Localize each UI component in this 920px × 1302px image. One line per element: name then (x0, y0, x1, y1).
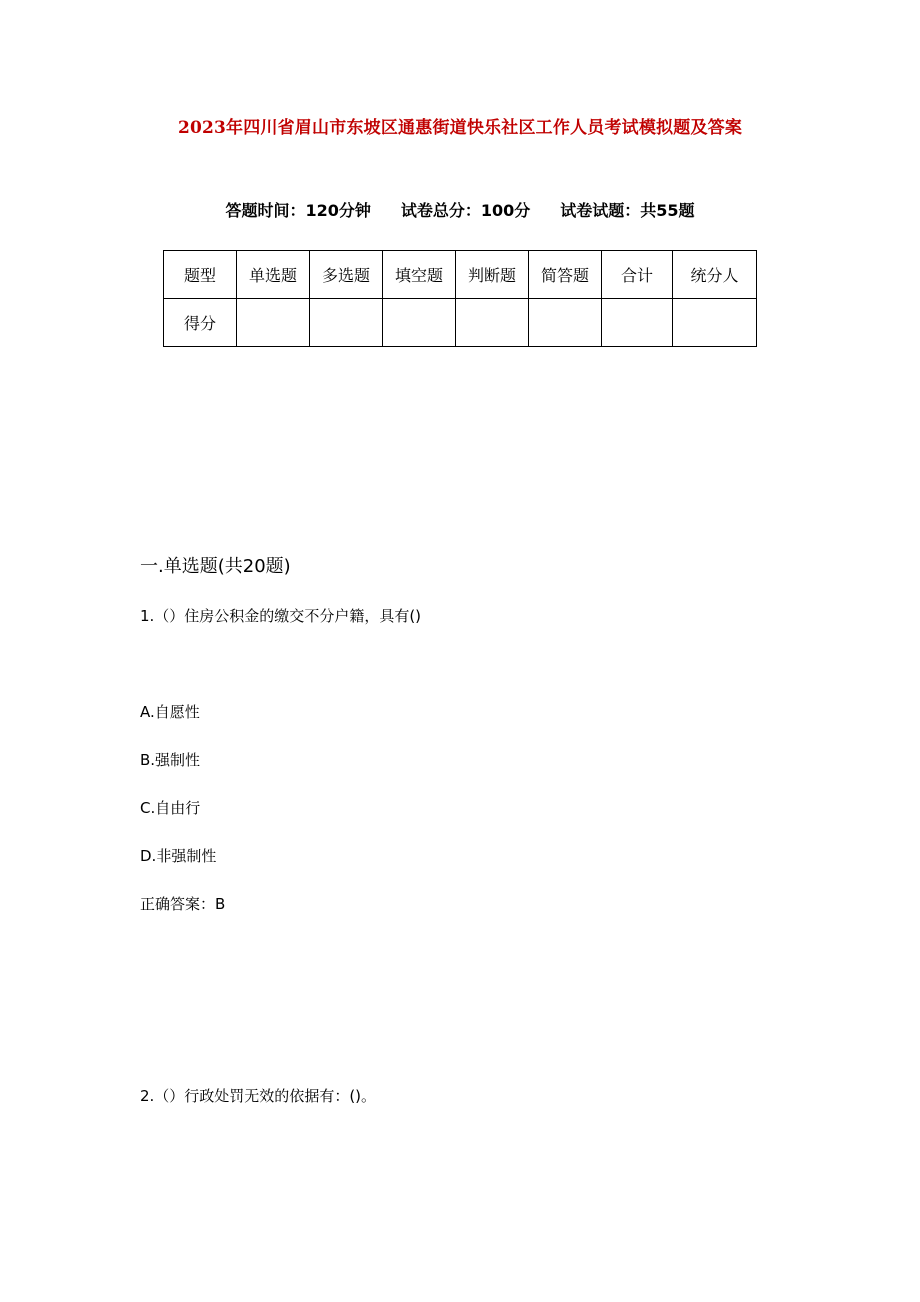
score-table-header: 题型 (164, 251, 237, 299)
question-2-stem: 2.（）行政处罚无效的依据有：()。 (140, 1087, 377, 1105)
score-table-header: 简答题 (529, 251, 602, 299)
exam-time: 答题时间：120分钟 (225, 201, 371, 220)
score-cell (602, 299, 673, 347)
score-cell (456, 299, 529, 347)
question-1-answer: 正确答案：B (140, 895, 226, 913)
score-cell (310, 299, 383, 347)
score-table-header: 单选题 (237, 251, 310, 299)
question-1-stem: 1.（）住房公积金的缴交不分户籍，具有() (140, 607, 422, 625)
question-1-option-b: B.强制性 (140, 751, 201, 769)
page-title: 2023年四川省眉山市东坡区通惠街道快乐社区工作人员考试模拟题及答案 (177, 118, 743, 138)
score-cell (237, 299, 310, 347)
score-table-header-row (164, 251, 757, 299)
exam-meta (0, 198, 920, 221)
score-row-label: 得分 (164, 299, 237, 347)
score-table-header: 判断题 (456, 251, 529, 299)
score-table-header: 多选题 (310, 251, 383, 299)
exam-question-count: 试卷试题：共55题 (560, 201, 695, 220)
question-1-option-d: D.非强制性 (140, 847, 217, 865)
score-cell (673, 299, 757, 347)
score-table-header: 填空题 (383, 251, 456, 299)
score-cell (529, 299, 602, 347)
score-table-score-row (164, 299, 757, 347)
score-table (163, 250, 757, 347)
section-heading: 一.单选题(共20题) (140, 556, 291, 577)
question-1-option-a: A.自愿性 (140, 703, 200, 721)
score-table-header: 统分人 (673, 251, 757, 299)
exam-total-score: 试卷总分：100分 (400, 201, 531, 220)
question-1-option-c: C.自由行 (140, 799, 201, 817)
score-table-header: 合计 (602, 251, 673, 299)
score-cell (383, 299, 456, 347)
